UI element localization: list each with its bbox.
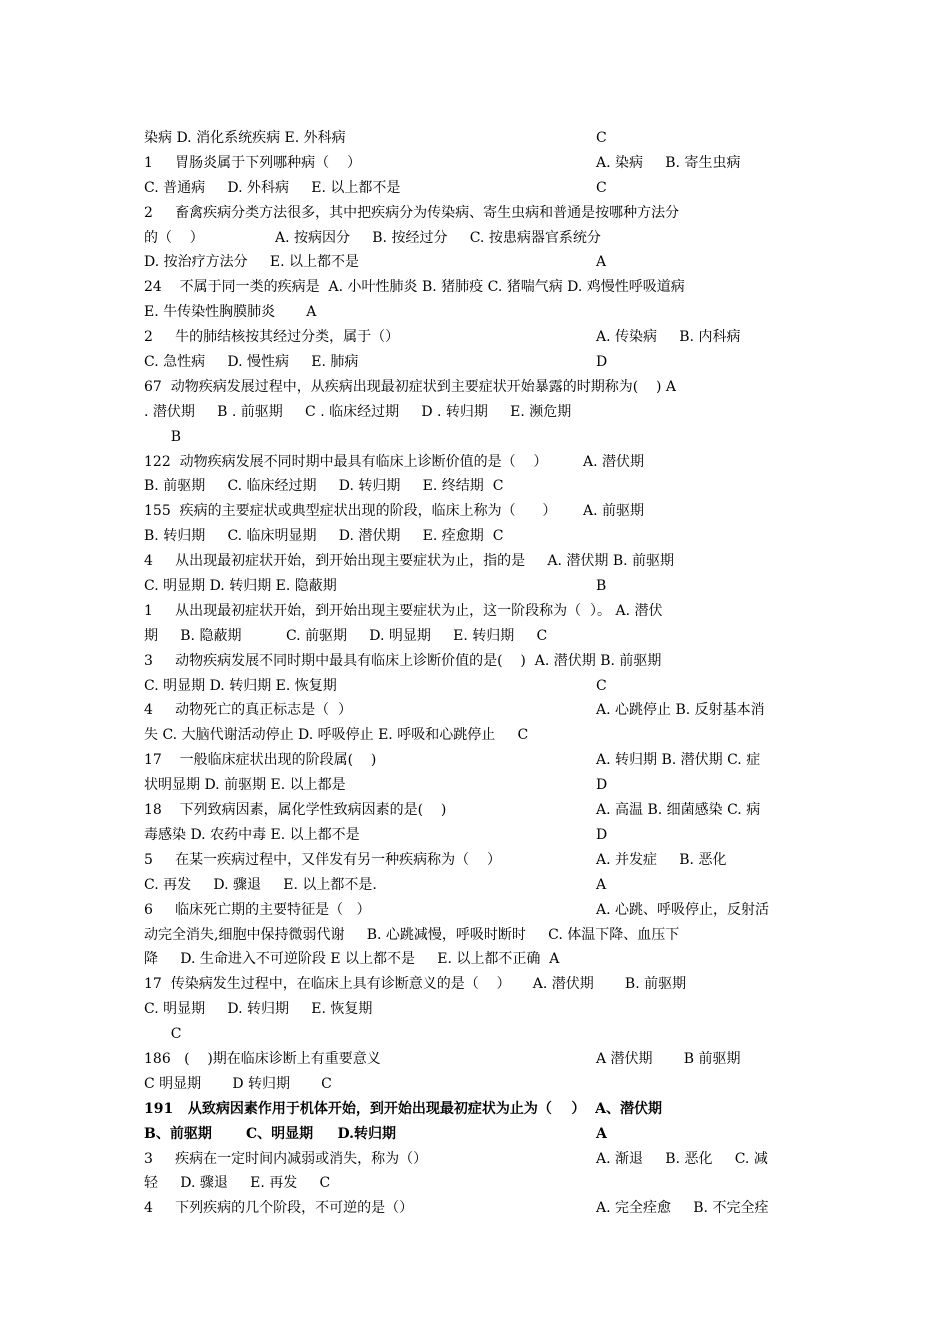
- answer-text: A. 渐退 B. 恶化 C. 减: [596, 1150, 768, 1167]
- question-text: 动完全消失,细胞中保持微弱代谢 B. 心跳减慢，呼吸时断时 C. 体温下降、血压下: [144, 926, 680, 943]
- text-line: [144, 599, 812, 624]
- question-text: D. 按治疗方法分 E. 以上都不是: [144, 254, 359, 271]
- text-line: [144, 798, 812, 823]
- text-line: [144, 848, 812, 873]
- question-text: 状明显期 D. 前驱期 E. 以上都是: [144, 777, 346, 794]
- text-line: [144, 151, 812, 176]
- text-line: [144, 300, 812, 325]
- text-line: [144, 400, 812, 425]
- text-line: [144, 723, 812, 748]
- question-text: C. 明显期 D. 转归期 E. 恢复期: [144, 1001, 373, 1018]
- question-text: 1 从出现最初症状开始，到开始出现主要症状为止，这一阶段称为（ ）。 A. 潜伏: [144, 602, 663, 619]
- question-text: 期 B. 隐蔽期 C. 前驱期 D. 明显期 E. 转归期 C: [144, 627, 548, 644]
- question-text: B、前驱期 C、明显期 D.转归期: [144, 1125, 396, 1142]
- question-text: 3 动物疾病发展不同时期中最具有临床上诊断价值的是( ) A. 潜伏期 B. 前驱期: [144, 652, 662, 669]
- text-line: [144, 1097, 812, 1122]
- text-line: [144, 126, 812, 151]
- question-text: 染病 D. 消化系统疾病 E. 外科病: [144, 130, 346, 146]
- text-line: [144, 773, 812, 798]
- question-text: B. 前驱期 C. 临床经过期 D. 转归期 E. 终结期 C: [144, 478, 504, 495]
- text-line: [144, 624, 812, 649]
- answer-text: D: [596, 777, 608, 794]
- text-line: [144, 972, 812, 997]
- text-line: [144, 499, 812, 524]
- answer-text: A. 染病 B. 寄生虫病: [596, 154, 741, 171]
- question-text: 轻 D. 骤退 E. 再发 C: [144, 1175, 331, 1192]
- document-body: [144, 126, 812, 1221]
- question-text: 17 传染病发生过程中，在临床上具有诊断意义的是（ ） A. 潜伏期 B. 前驱期: [144, 976, 687, 993]
- text-line: [144, 1196, 812, 1221]
- answer-text: D: [596, 826, 608, 843]
- answer-text: A. 并发症 B. 恶化: [596, 851, 727, 868]
- answer-text: C: [596, 130, 607, 146]
- answer-text: A: [596, 1125, 607, 1142]
- question-text: 4 下列疾病的几个阶段，不可逆的是（）: [144, 1200, 414, 1217]
- question-text: C. 普通病 D. 外科病 E. 以上都不是: [144, 179, 401, 196]
- text-line: [144, 1022, 812, 1047]
- question-text: 1 胃肠炎属于下列哪种病（ ）: [144, 154, 361, 171]
- text-line: [144, 947, 812, 972]
- answer-text: A. 心跳、呼吸停止，反射活: [596, 901, 770, 918]
- question-text: C: [144, 1026, 182, 1043]
- answer-text: D: [596, 354, 608, 371]
- question-text: 24 不属于同一类的疾病是 A. 小叶性肺炎 B. 猪肺疫 C. 猪喘气病 D. 鸡慢性呼吸道病: [144, 279, 685, 296]
- text-line: [144, 350, 812, 375]
- answer-text: A. 传染病 B. 内科病: [596, 329, 741, 346]
- question-text: 4 从出现最初症状开始，到开始出现主要症状为止，指的是 A. 潜伏期 B. 前驱期: [144, 553, 675, 570]
- question-text: 毒感染 D. 农药中毒 E. 以上都不是: [144, 826, 360, 843]
- text-line: [144, 674, 812, 699]
- question-text: 18 下列致病因素，属化学性致病因素的是( ): [144, 802, 447, 819]
- text-line: [144, 176, 812, 201]
- answer-text: A. 完全痊愈 B. 不完全痊: [596, 1200, 769, 1217]
- text-line: [144, 524, 812, 549]
- text-line: [144, 698, 812, 723]
- text-line: [144, 923, 812, 948]
- text-line: [144, 1072, 812, 1097]
- question-text: 122 动物疾病发展不同时期中最具有临床上诊断价值的是（ ） A. 潜伏期: [144, 453, 645, 470]
- question-text: 186 ( )期在临床诊断上有重要意义: [144, 1050, 381, 1067]
- answer-text: A. 高温 B. 细菌感染 C. 病: [596, 802, 761, 819]
- answer-text: A. 转归期 B. 潜伏期 C. 症: [596, 752, 761, 769]
- question-text: C. 明显期 D. 转归期 E. 隐蔽期: [144, 578, 337, 595]
- text-line: [144, 748, 812, 773]
- answer-text: A. 心跳停止 B. 反射基本消: [596, 702, 765, 719]
- question-text: 6 临床死亡期的主要特征是（ ）: [144, 901, 371, 918]
- question-text: 67 动物疾病发展过程中，从疾病出现最初症状到主要症状开始暴露的时期称为( ) A: [144, 378, 676, 395]
- text-line: [144, 1171, 812, 1196]
- text-line: [144, 873, 812, 898]
- text-line: [144, 450, 812, 475]
- question-text: . 潜伏期 B . 前驱期 C . 临床经过期 D . 转归期 E. 濒危期: [144, 403, 572, 420]
- answer-text: C: [596, 677, 607, 694]
- text-line: [144, 250, 812, 275]
- answer-text: A: [596, 876, 607, 893]
- text-line: [144, 997, 812, 1022]
- question-text: C. 急性病 D. 慢性病 E. 肺病: [144, 354, 359, 371]
- text-line: [144, 1147, 812, 1172]
- answer-text: B: [596, 578, 607, 595]
- text-line: [144, 898, 812, 923]
- answer-text: C: [596, 179, 607, 196]
- answer-text: A: [596, 254, 607, 271]
- text-line: [144, 549, 812, 574]
- question-text: C. 明显期 D. 转归期 E. 恢复期: [144, 677, 337, 694]
- text-line: [144, 375, 812, 400]
- question-text: 2 畜禽疾病分类方法很多，其中把疾病分为传染病、寄生虫病和普通是按哪种方法分: [144, 204, 680, 221]
- question-text: 降 D. 生命进入不可逆阶段 E 以上都不是 E. 以上都不正确 A: [144, 951, 560, 968]
- text-line: [144, 425, 812, 450]
- text-line: [144, 226, 812, 251]
- text-line: [144, 474, 812, 499]
- question-text: 155 疾病的主要症状或典型症状出现的阶段，临床上称为（ ） A. 前驱期: [144, 503, 645, 520]
- question-text: 191 从致病因素作用于机体开始，到开始出现最初症状为止为（ ） A、潜伏期: [144, 1100, 662, 1117]
- text-line: [144, 574, 812, 599]
- question-text: B: [144, 428, 181, 445]
- question-text: 失 C. 大脑代谢活动停止 D. 呼吸停止 E. 呼吸和心跳停止 C: [144, 727, 529, 744]
- question-text: 4 动物死亡的真正标志是（ ）: [144, 702, 353, 719]
- question-text: E. 牛传染性胸膜肺炎 A: [144, 304, 317, 321]
- question-text: 2 牛的肺结核按其经过分类，属于（）: [144, 329, 400, 346]
- question-text: 3 疾病在一定时间内减弱或消失，称为（）: [144, 1150, 428, 1167]
- question-text: C 明显期 D 转归期 C: [144, 1075, 332, 1092]
- question-text: 的（ ） A. 按病因分 B. 按经过分 C. 按患病器官系统分: [144, 229, 601, 246]
- text-line: [144, 649, 812, 674]
- question-text: 5 在某一疾病过程中，又伴发有另一种疾病称为（ ）: [144, 851, 501, 868]
- question-text: C. 再发 D. 骤退 E. 以上都不是.: [144, 876, 377, 893]
- text-line: [144, 1122, 812, 1147]
- answer-text: A 潜伏期 B 前驱期: [596, 1050, 741, 1067]
- text-line: [144, 1047, 812, 1072]
- text-line: [144, 823, 812, 848]
- question-text: 17 一般临床症状出现的阶段属( ): [144, 752, 377, 769]
- text-line: [144, 325, 812, 350]
- text-line: [144, 201, 812, 226]
- question-text: B. 转归期 C. 临床明显期 D. 潜伏期 E. 痊愈期 C: [144, 528, 504, 545]
- text-line: [144, 275, 812, 300]
